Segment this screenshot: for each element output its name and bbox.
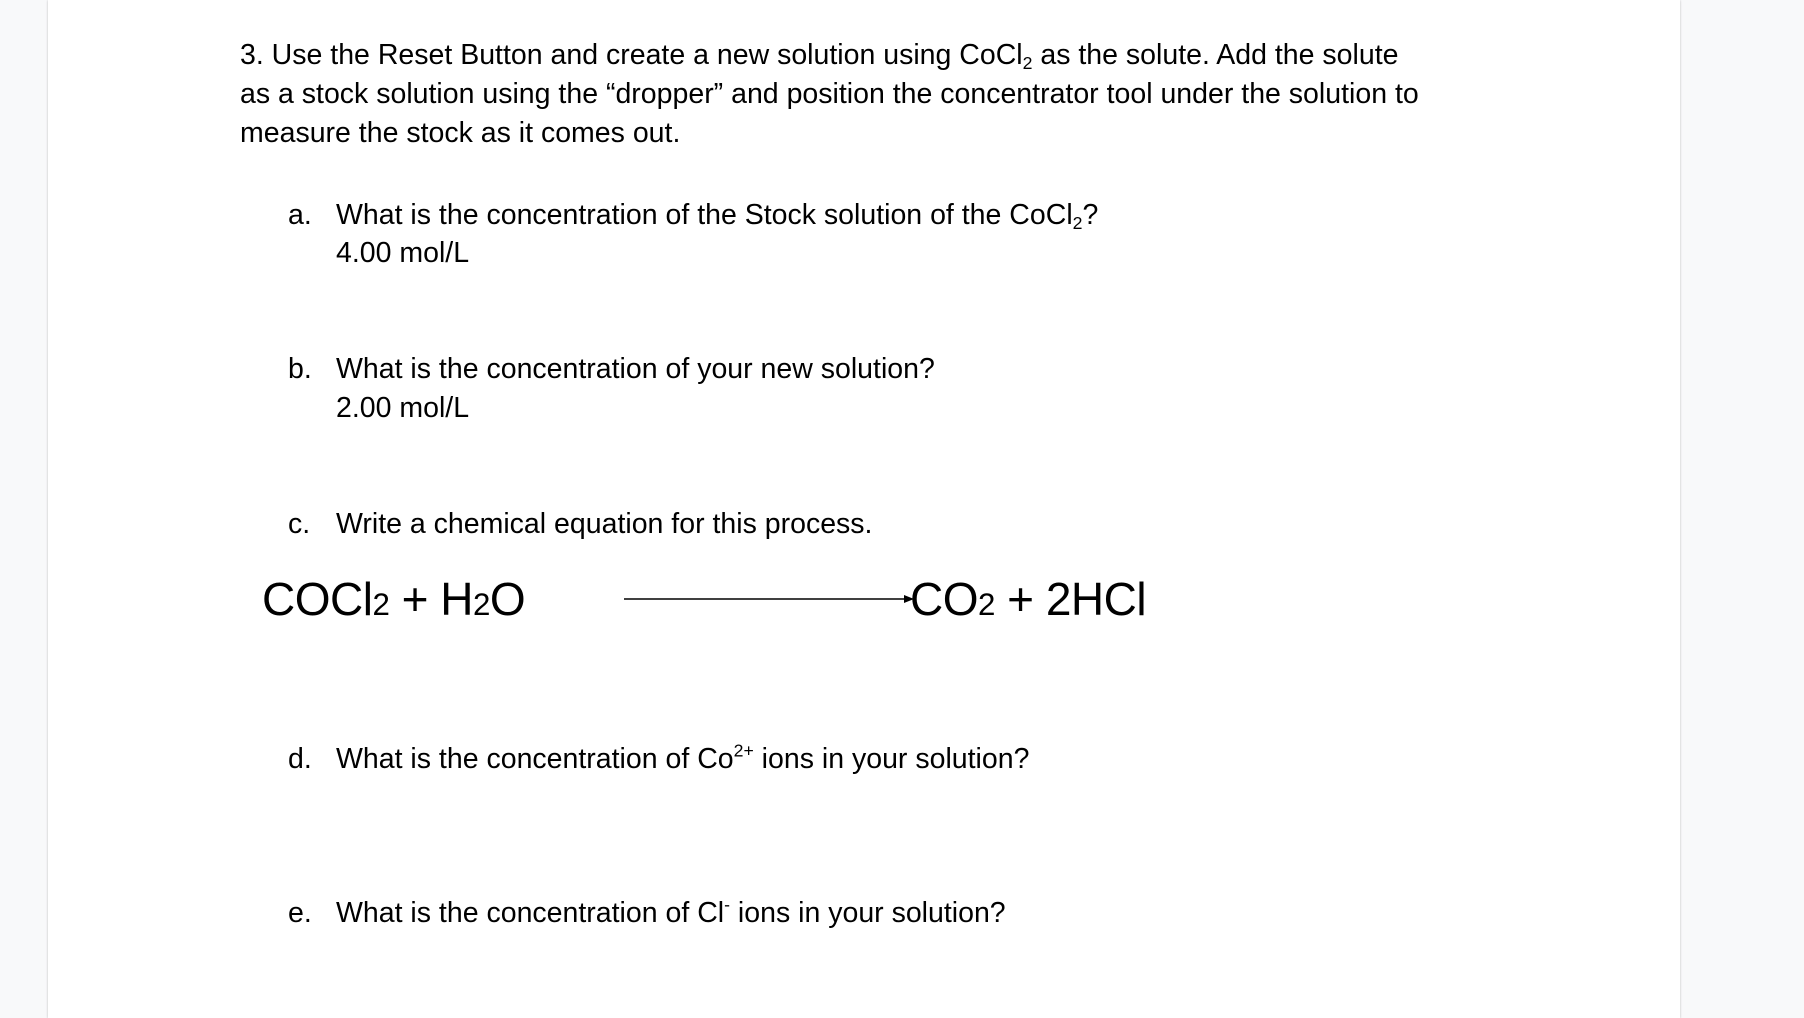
question-e-letter: e. — [288, 897, 312, 929]
question-b-text: What is the concentration of your new solution? — [336, 353, 935, 385]
question-d-text: What is the concentration of $Co^{2+}$ ions in your solution? — [336, 740, 1030, 775]
question-b-letter: b. — [288, 353, 312, 385]
question-c-letter: c. — [288, 508, 311, 540]
question-d — [288, 740, 1029, 779]
question-c — [288, 505, 872, 544]
question-a-letter: a. — [288, 199, 312, 231]
question-d-letter: d. — [288, 743, 312, 775]
question-c-text: Write a chemical equation for this process. — [336, 508, 873, 540]
prompt-line-2: as a stock solution using the “dropper” and position the concentrator tool under the solution to — [240, 78, 1419, 110]
question-3-prompt — [240, 36, 1560, 153]
question-e — [288, 894, 1006, 933]
answer-a: 4.00 mol/L — [336, 237, 470, 269]
equation-reactants: COCl2 + H2O — [262, 573, 526, 625]
question-b — [288, 350, 935, 389]
question-a — [288, 196, 1098, 235]
prompt-line-1: 3. Use the Reset Button and create a new solution using CoCl$_2$ as the solute. Add the solute — [240, 39, 1399, 73]
question-a-text: What is the concentration of the Stock solution of the CoCl$_2$? — [336, 199, 1099, 233]
reaction-arrow — [624, 592, 914, 606]
answer-b: 2.00 mol/L — [336, 392, 470, 424]
equation-products: CO2 + 2HCl — [910, 573, 1147, 625]
document-page — [48, 0, 1680, 1018]
prompt-line-3: measure the stock as it comes out. — [240, 117, 681, 149]
question-e-text: What is the concentration of Cl- ions in your solution? — [336, 894, 1006, 929]
